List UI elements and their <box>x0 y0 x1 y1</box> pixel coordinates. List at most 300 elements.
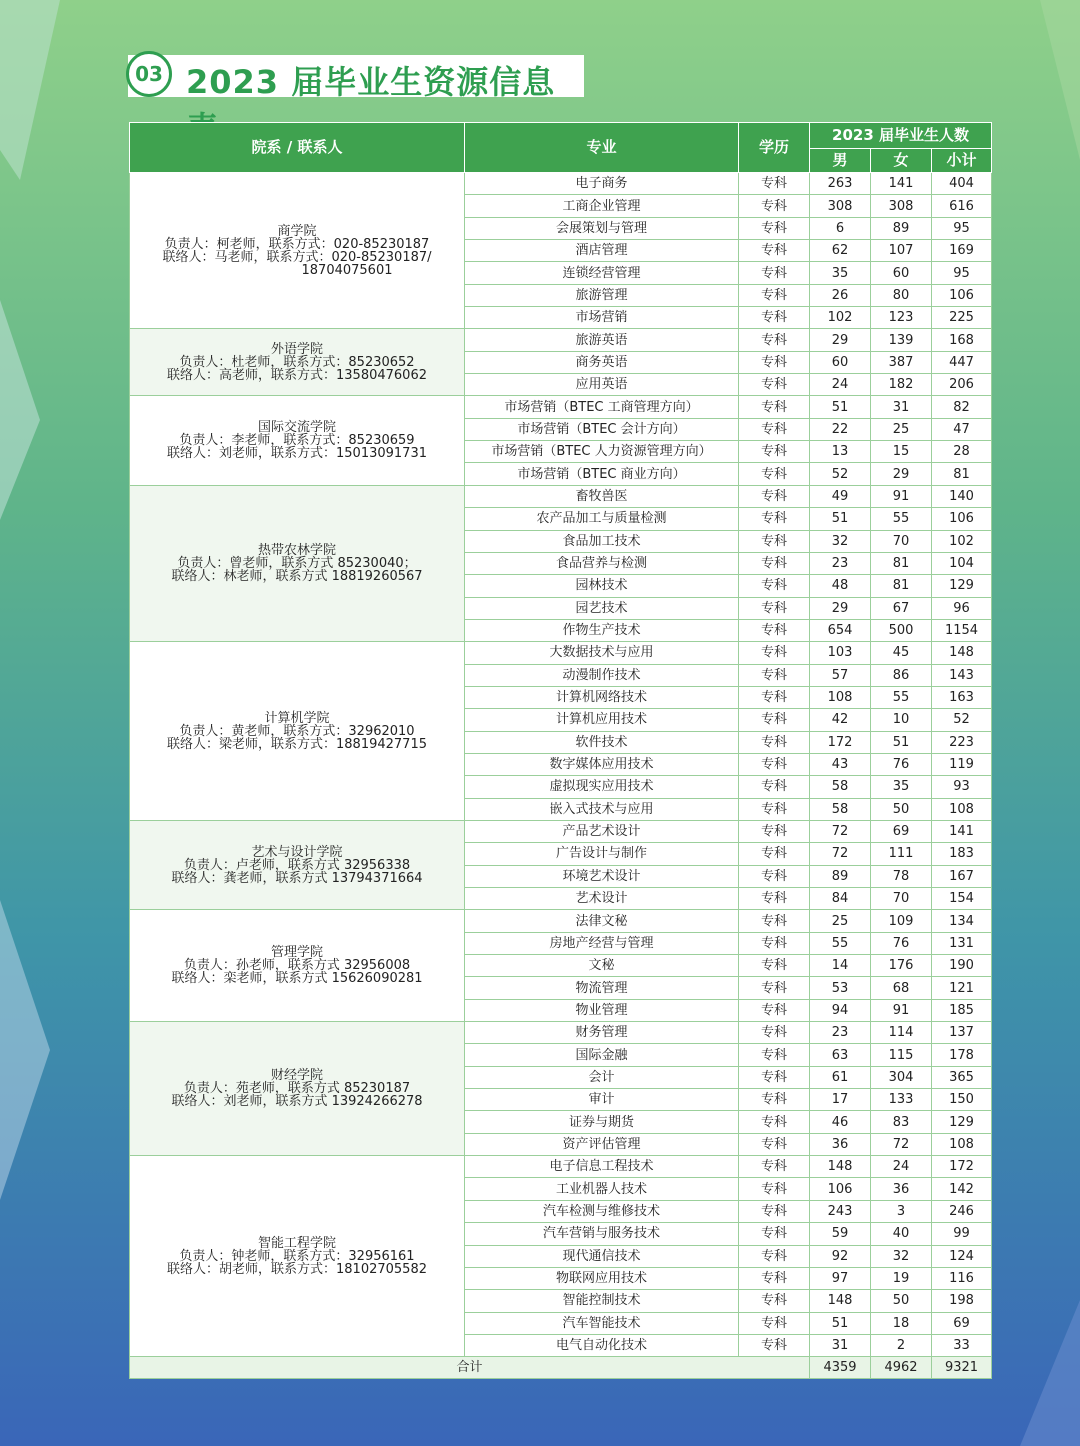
female-cell: 51 <box>871 731 932 753</box>
female-cell: 139 <box>871 329 932 351</box>
subtotal-cell: 169 <box>932 240 992 262</box>
dept-name: 国际交流学院 <box>257 420 336 436</box>
major-cell: 环境艺术设计 <box>465 865 739 887</box>
major-cell: 法律文秘 <box>465 910 739 932</box>
edu-cell: 专科 <box>739 396 810 418</box>
edu-cell: 专科 <box>739 374 810 396</box>
male-cell: 92 <box>810 1245 871 1267</box>
male-cell: 51 <box>810 508 871 530</box>
male-cell: 14 <box>810 955 871 977</box>
subtotal-cell: 108 <box>932 798 992 820</box>
subtotal-cell: 168 <box>932 329 992 351</box>
female-cell: 304 <box>871 1066 932 1088</box>
major-cell: 大数据技术与应用 <box>465 642 739 664</box>
male-cell: 48 <box>810 575 871 597</box>
major-cell: 物联网应用技术 <box>465 1267 739 1289</box>
major-cell: 畜牧兽医 <box>465 485 739 507</box>
major-cell: 作物生产技术 <box>465 619 739 641</box>
male-cell: 6 <box>810 217 871 239</box>
subtotal-cell: 447 <box>932 351 992 373</box>
edu-cell: 专科 <box>739 843 810 865</box>
subtotal-cell: 163 <box>932 686 992 708</box>
dept-contact-line: 联络人：刘老师，联系方式：15013091731 <box>167 446 427 462</box>
major-cell: 物业管理 <box>465 999 739 1021</box>
dept-contact-line: 负责人：钟老师，联系方式：32956161 <box>179 1248 415 1264</box>
dept-contact-line: 负责人：卢老师，联系方式 32956338 <box>183 857 411 873</box>
major-cell: 广告设计与制作 <box>465 843 739 865</box>
major-cell: 房地产经营与管理 <box>465 932 739 954</box>
dept-contact-line: 联络人：胡老师，联系方式：18102705582 <box>167 1261 427 1277</box>
major-cell: 审计 <box>465 1089 739 1111</box>
edu-cell: 专科 <box>739 262 810 284</box>
edu-cell: 专科 <box>739 820 810 842</box>
female-cell: 45 <box>871 642 932 664</box>
female-cell: 36 <box>871 1178 932 1200</box>
subtotal-cell: 178 <box>932 1044 992 1066</box>
edu-cell: 专科 <box>739 418 810 440</box>
female-cell: 109 <box>871 910 932 932</box>
edu-cell: 专科 <box>739 686 810 708</box>
subtotal-cell: 106 <box>932 508 992 530</box>
edu-cell: 专科 <box>739 217 810 239</box>
female-cell: 55 <box>871 686 932 708</box>
major-cell: 资产评估管理 <box>465 1133 739 1155</box>
subtotal-cell: 141 <box>932 820 992 842</box>
female-cell: 50 <box>871 798 932 820</box>
table-row <box>130 1022 992 1044</box>
subtotal-cell: 119 <box>932 753 992 775</box>
major-cell: 计算机应用技术 <box>465 709 739 731</box>
major-cell: 证券与期货 <box>465 1111 739 1133</box>
female-cell: 55 <box>871 508 932 530</box>
dept-name: 外语学院 <box>270 341 323 357</box>
subtotal-cell: 154 <box>932 888 992 910</box>
female-cell: 15 <box>871 441 932 463</box>
female-cell: 123 <box>871 307 932 329</box>
edu-cell: 专科 <box>739 776 810 798</box>
edu-cell: 专科 <box>739 508 810 530</box>
subtotal-cell: 81 <box>932 463 992 485</box>
subtotal-cell: 104 <box>932 552 992 574</box>
male-cell: 42 <box>810 709 871 731</box>
major-cell: 数字媒体应用技术 <box>465 753 739 775</box>
female-cell: 70 <box>871 530 932 552</box>
male-cell: 32 <box>810 530 871 552</box>
female-cell: 387 <box>871 351 932 373</box>
major-cell: 应用英语 <box>465 374 739 396</box>
subtotal-cell: 183 <box>932 843 992 865</box>
female-cell: 32 <box>871 1245 932 1267</box>
dept-cell <box>130 642 465 821</box>
edu-cell: 专科 <box>739 1022 810 1044</box>
edu-cell: 专科 <box>739 552 810 574</box>
subtotal-cell: 616 <box>932 195 992 217</box>
male-cell: 84 <box>810 888 871 910</box>
male-cell: 22 <box>810 418 871 440</box>
major-cell: 产品艺术设计 <box>465 820 739 842</box>
subtotal-cell: 33 <box>932 1334 992 1356</box>
male-cell: 94 <box>810 999 871 1021</box>
male-cell: 23 <box>810 552 871 574</box>
female-cell: 176 <box>871 955 932 977</box>
subtotal-cell: 47 <box>932 418 992 440</box>
female-cell: 81 <box>871 575 932 597</box>
dept-contact-line: 联络人：林老师，联系方式 18819260567 <box>171 569 423 585</box>
major-cell: 市场营销 <box>465 307 739 329</box>
female-cell: 91 <box>871 999 932 1021</box>
edu-cell: 专科 <box>739 1200 810 1222</box>
female-cell: 111 <box>871 843 932 865</box>
edu-cell: 专科 <box>739 1312 810 1334</box>
female-cell: 67 <box>871 597 932 619</box>
major-cell: 园林技术 <box>465 575 739 597</box>
subtotal-cell: 131 <box>932 932 992 954</box>
female-cell: 60 <box>871 262 932 284</box>
edu-cell: 专科 <box>739 1111 810 1133</box>
table-row <box>130 173 992 195</box>
subtotal-cell: 134 <box>932 910 992 932</box>
graduate-table <box>129 122 992 1379</box>
edu-cell: 专科 <box>739 597 810 619</box>
dept-contact-line: 负责人：曾老师，联系方式 85230040； <box>177 556 417 572</box>
table-row <box>130 396 992 418</box>
edu-cell: 专科 <box>739 1044 810 1066</box>
total-male: 4359 <box>810 1357 871 1379</box>
female-cell: 40 <box>871 1223 932 1245</box>
dept-cell <box>130 910 465 1022</box>
subtotal-cell: 96 <box>932 597 992 619</box>
major-cell: 商务英语 <box>465 351 739 373</box>
female-cell: 10 <box>871 709 932 731</box>
male-cell: 103 <box>810 642 871 664</box>
male-cell: 49 <box>810 485 871 507</box>
male-cell: 654 <box>810 619 871 641</box>
major-cell: 市场营销（BTEC 工商管理方向） <box>465 396 739 418</box>
male-cell: 102 <box>810 307 871 329</box>
female-cell: 72 <box>871 1133 932 1155</box>
table-body <box>130 173 992 1379</box>
edu-cell: 专科 <box>739 1066 810 1088</box>
subtotal-cell: 185 <box>932 999 992 1021</box>
female-cell: 69 <box>871 820 932 842</box>
dept-cell <box>130 396 465 485</box>
edu-cell: 专科 <box>739 865 810 887</box>
female-cell: 70 <box>871 888 932 910</box>
subtotal-cell: 198 <box>932 1290 992 1312</box>
dept-cell <box>130 1156 465 1357</box>
major-cell: 艺术设计 <box>465 888 739 910</box>
male-cell: 172 <box>810 731 871 753</box>
male-cell: 26 <box>810 284 871 306</box>
table-row <box>130 329 992 351</box>
female-cell: 141 <box>871 173 932 195</box>
edu-cell: 专科 <box>739 1223 810 1245</box>
edu-cell: 专科 <box>739 1156 810 1178</box>
subtotal-cell: 172 <box>932 1156 992 1178</box>
edu-cell: 专科 <box>739 1334 810 1356</box>
female-cell: 19 <box>871 1267 932 1289</box>
dept-contact-line: 联络人：龚老师，联系方式 13794371664 <box>171 870 423 886</box>
male-cell: 53 <box>810 977 871 999</box>
subtotal-cell: 223 <box>932 731 992 753</box>
female-cell: 29 <box>871 463 932 485</box>
edu-cell: 专科 <box>739 530 810 552</box>
edu-cell: 专科 <box>739 619 810 641</box>
edu-cell: 专科 <box>739 1290 810 1312</box>
male-cell: 61 <box>810 1066 871 1088</box>
female-cell: 18 <box>871 1312 932 1334</box>
edu-cell: 专科 <box>739 798 810 820</box>
edu-cell: 专科 <box>739 351 810 373</box>
female-cell: 24 <box>871 1156 932 1178</box>
male-cell: 52 <box>810 463 871 485</box>
major-cell: 工商企业管理 <box>465 195 739 217</box>
table-row <box>130 642 992 664</box>
major-cell: 市场营销（BTEC 会计方向） <box>465 418 739 440</box>
dept-cell <box>130 329 465 396</box>
male-cell: 55 <box>810 932 871 954</box>
male-cell: 72 <box>810 843 871 865</box>
dept-contact-line: 联络人：马老师，联系方式：020-85230187/ <box>162 249 432 265</box>
female-cell: 3 <box>871 1200 932 1222</box>
major-cell: 市场营销（BTEC 商业方向） <box>465 463 739 485</box>
male-cell: 148 <box>810 1156 871 1178</box>
dept-contact-line: 负责人：柯老师，联系方式：020-85230187 <box>164 236 430 252</box>
edu-cell: 专科 <box>739 575 810 597</box>
subtotal-cell: 142 <box>932 1178 992 1200</box>
major-cell: 物流管理 <box>465 977 739 999</box>
total-subtotal: 9321 <box>932 1357 992 1379</box>
edu-cell: 专科 <box>739 1267 810 1289</box>
major-cell: 旅游管理 <box>465 284 739 306</box>
major-cell: 软件技术 <box>465 731 739 753</box>
edu-cell: 专科 <box>739 1133 810 1155</box>
female-cell: 2 <box>871 1334 932 1356</box>
subtotal-cell: 121 <box>932 977 992 999</box>
female-cell: 107 <box>871 240 932 262</box>
dept-cell <box>130 820 465 909</box>
dept-contact-line: 负责人：黄老师，联系方式：32962010 <box>179 723 415 739</box>
male-cell: 148 <box>810 1290 871 1312</box>
dept-cell <box>130 485 465 641</box>
major-cell: 电子商务 <box>465 173 739 195</box>
subtotal-cell: 95 <box>932 262 992 284</box>
male-cell: 243 <box>810 1200 871 1222</box>
subtotal-cell: 225 <box>932 307 992 329</box>
major-cell: 农产品加工与质量检测 <box>465 508 739 530</box>
subtotal-cell: 206 <box>932 374 992 396</box>
dept-name: 商学院 <box>277 223 317 239</box>
male-cell: 25 <box>810 910 871 932</box>
subtotal-cell: 28 <box>932 441 992 463</box>
female-cell: 50 <box>871 1290 932 1312</box>
table-row <box>130 485 992 507</box>
edu-cell: 专科 <box>739 664 810 686</box>
major-cell: 财务管理 <box>465 1022 739 1044</box>
major-cell: 酒店管理 <box>465 240 739 262</box>
subtotal-cell: 124 <box>932 1245 992 1267</box>
male-cell: 97 <box>810 1267 871 1289</box>
edu-cell: 专科 <box>739 709 810 731</box>
edu-cell: 专科 <box>739 932 810 954</box>
dept-contact-line: 18704075601 <box>301 262 393 278</box>
female-cell: 25 <box>871 418 932 440</box>
table-row <box>130 820 992 842</box>
section-number-badge: 03 <box>126 51 172 97</box>
subtotal-cell: 148 <box>932 642 992 664</box>
edu-cell: 专科 <box>739 910 810 932</box>
subtotal-cell: 404 <box>932 173 992 195</box>
male-cell: 58 <box>810 776 871 798</box>
edu-cell: 专科 <box>739 329 810 351</box>
dept-name: 智能工程学院 <box>257 1235 336 1251</box>
female-cell: 89 <box>871 217 932 239</box>
edu-cell: 专科 <box>739 307 810 329</box>
subtotal-cell: 99 <box>932 1223 992 1245</box>
subtotal-cell: 69 <box>932 1312 992 1334</box>
male-cell: 63 <box>810 1044 871 1066</box>
dept-contact-line: 联络人：高老师，联系方式：13580476062 <box>167 367 427 383</box>
major-cell: 汽车智能技术 <box>465 1312 739 1334</box>
edu-cell: 专科 <box>739 642 810 664</box>
subtotal-cell: 190 <box>932 955 992 977</box>
table-row <box>130 1156 992 1178</box>
subtotal-cell: 140 <box>932 485 992 507</box>
male-cell: 263 <box>810 173 871 195</box>
male-cell: 13 <box>810 441 871 463</box>
male-cell: 106 <box>810 1178 871 1200</box>
major-cell: 虚拟现实应用技术 <box>465 776 739 798</box>
edu-cell: 专科 <box>739 173 810 195</box>
female-cell: 35 <box>871 776 932 798</box>
female-cell: 133 <box>871 1089 932 1111</box>
dept-contact-line: 联络人：栾老师，联系方式 15626090281 <box>171 971 423 987</box>
major-cell: 国际金融 <box>465 1044 739 1066</box>
edu-cell: 专科 <box>739 1245 810 1267</box>
title-bar <box>128 55 584 101</box>
major-cell: 工业机器人技术 <box>465 1178 739 1200</box>
edu-cell: 专科 <box>739 195 810 217</box>
edu-cell: 专科 <box>739 999 810 1021</box>
major-cell: 园艺技术 <box>465 597 739 619</box>
male-cell: 23 <box>810 1022 871 1044</box>
male-cell: 31 <box>810 1334 871 1356</box>
dept-name: 热带农林学院 <box>257 543 336 559</box>
header-edu: 学历 <box>739 123 810 173</box>
major-cell: 会展策划与管理 <box>465 217 739 239</box>
major-cell: 会计 <box>465 1066 739 1088</box>
total-label: 合计 <box>130 1357 810 1379</box>
edu-cell: 专科 <box>739 463 810 485</box>
header-major: 专业 <box>465 123 739 173</box>
male-cell: 57 <box>810 664 871 686</box>
major-cell: 智能控制技术 <box>465 1290 739 1312</box>
male-cell: 89 <box>810 865 871 887</box>
female-cell: 81 <box>871 552 932 574</box>
major-cell: 现代通信技术 <box>465 1245 739 1267</box>
male-cell: 72 <box>810 820 871 842</box>
female-cell: 308 <box>871 195 932 217</box>
dept-contact-line: 负责人：苑老师，联系方式 85230187 <box>183 1081 411 1097</box>
subtotal-cell: 82 <box>932 396 992 418</box>
female-cell: 68 <box>871 977 932 999</box>
male-cell: 58 <box>810 798 871 820</box>
subtotal-cell: 116 <box>932 1267 992 1289</box>
dept-cell <box>130 173 465 329</box>
subtotal-cell: 129 <box>932 1111 992 1133</box>
major-cell: 市场营销（BTEC 人力资源管理方向） <box>465 441 739 463</box>
edu-cell: 专科 <box>739 1178 810 1200</box>
edu-cell: 专科 <box>739 485 810 507</box>
subtotal-cell: 167 <box>932 865 992 887</box>
male-cell: 36 <box>810 1133 871 1155</box>
subtotal-cell: 365 <box>932 1066 992 1088</box>
female-cell: 114 <box>871 1022 932 1044</box>
edu-cell: 专科 <box>739 977 810 999</box>
major-cell: 连锁经营管理 <box>465 262 739 284</box>
subtotal-cell: 143 <box>932 664 992 686</box>
major-cell: 文秘 <box>465 955 739 977</box>
female-cell: 31 <box>871 396 932 418</box>
female-cell: 78 <box>871 865 932 887</box>
female-cell: 76 <box>871 753 932 775</box>
subtotal-cell: 1154 <box>932 619 992 641</box>
male-cell: 308 <box>810 195 871 217</box>
male-cell: 62 <box>810 240 871 262</box>
total-row <box>130 1357 992 1379</box>
subtotal-cell: 95 <box>932 217 992 239</box>
dept-contact-line: 联络人：梁老师，联系方式：18819427715 <box>167 736 427 752</box>
header-dept: 院系 / 联系人 <box>130 123 465 173</box>
dept-name: 管理学院 <box>270 945 323 961</box>
male-cell: 108 <box>810 686 871 708</box>
major-cell: 食品营养与检测 <box>465 552 739 574</box>
subtotal-cell: 102 <box>932 530 992 552</box>
major-cell: 计算机网络技术 <box>465 686 739 708</box>
male-cell: 60 <box>810 351 871 373</box>
dept-contact-line: 负责人：李老师，联系方式：85230659 <box>179 433 415 449</box>
edu-cell: 专科 <box>739 240 810 262</box>
page-title: 2023 届毕业生资源信息 <box>186 63 556 101</box>
subtotal-cell: 246 <box>932 1200 992 1222</box>
female-cell: 80 <box>871 284 932 306</box>
male-cell: 59 <box>810 1223 871 1245</box>
edu-cell: 专科 <box>739 1089 810 1111</box>
male-cell: 51 <box>810 396 871 418</box>
major-cell: 汽车营销与服务技术 <box>465 1223 739 1245</box>
edu-cell: 专科 <box>739 955 810 977</box>
header-count: 2023 届毕业生人数 <box>810 123 992 149</box>
major-cell: 嵌入式技术与应用 <box>465 798 739 820</box>
major-cell: 旅游英语 <box>465 329 739 351</box>
dept-contact-line: 联络人：刘老师，联系方式 13924266278 <box>171 1094 423 1110</box>
dept-contact-line: 负责人：孙老师，联系方式 32956008 <box>183 958 411 974</box>
female-cell: 76 <box>871 932 932 954</box>
male-cell: 35 <box>810 262 871 284</box>
dept-name: 计算机学院 <box>264 710 330 726</box>
female-cell: 83 <box>871 1111 932 1133</box>
major-cell: 电气自动化技术 <box>465 1334 739 1356</box>
subtotal-cell: 137 <box>932 1022 992 1044</box>
male-cell: 46 <box>810 1111 871 1133</box>
edu-cell: 专科 <box>739 888 810 910</box>
table-row <box>130 910 992 932</box>
male-cell: 29 <box>810 597 871 619</box>
male-cell: 29 <box>810 329 871 351</box>
subtotal-cell: 93 <box>932 776 992 798</box>
female-cell: 115 <box>871 1044 932 1066</box>
female-cell: 182 <box>871 374 932 396</box>
